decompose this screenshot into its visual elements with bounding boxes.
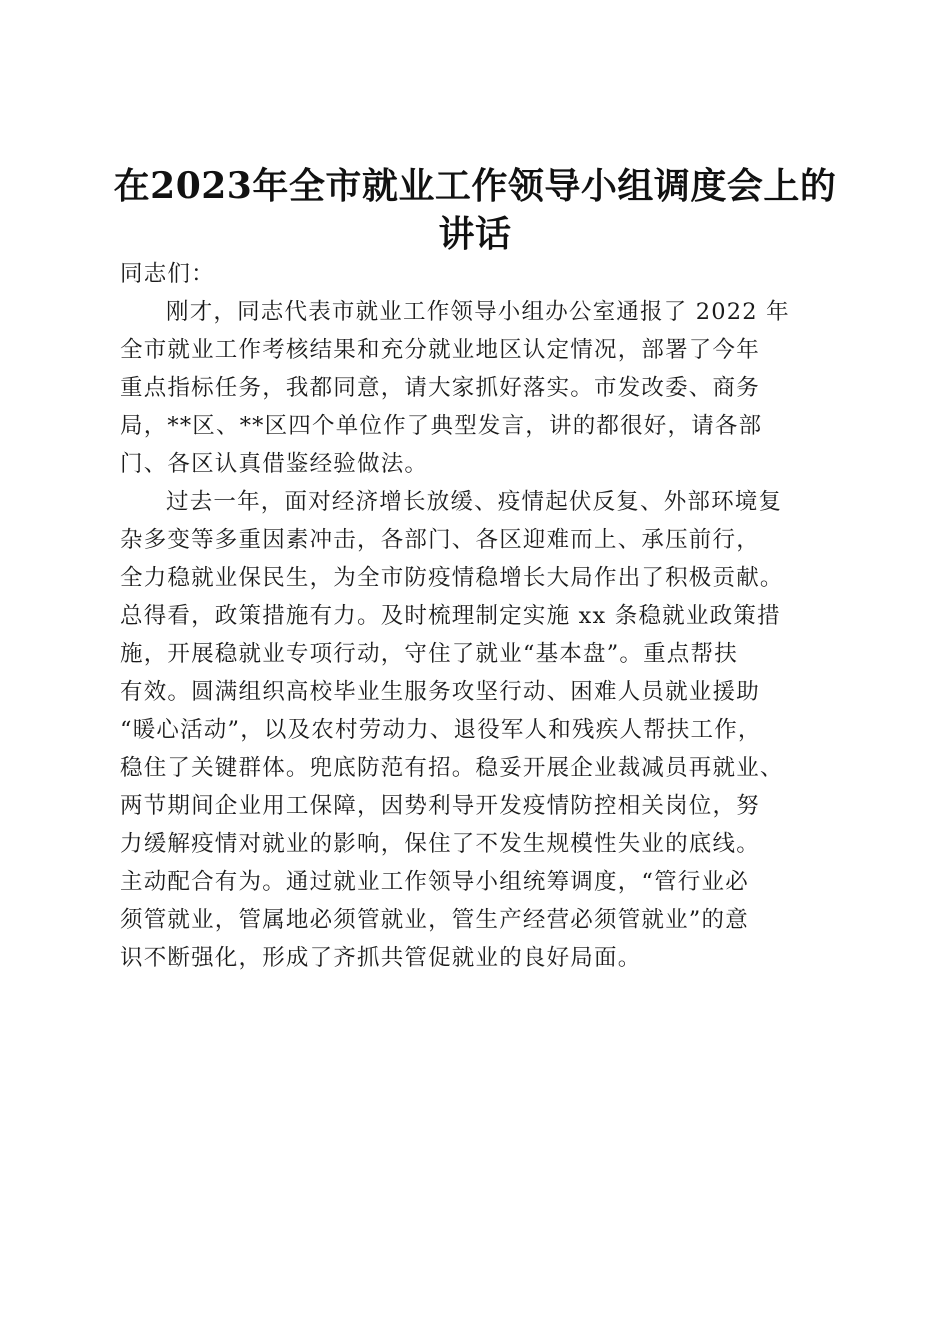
text-line: 全力稳就业保民生，为全市防疫情稳增长大局作出了积极贡献。 [120,565,784,591]
text-line: 两节期间企业用工保障，因势利导开发疫情防控相关岗位，努 [120,793,760,819]
text-line: 力缓解疫情对就业的影响，保住了不发生规模性失业的底线。 [120,831,760,857]
text-line: 过去一年，面对经济增长放缓、疫情起伏反复、外部环境复 [166,489,783,515]
title-line: 在2023年全市就业工作领导小组调度会上的 [113,165,837,208]
text-line: 主动配合有为。通过就业工作领导小组统筹调度，“管行业必 [120,869,749,895]
text-line: 杂多变等多重因素冲击，各部门、各区迎难而上、承压前行， [120,527,760,553]
text-line: 总得看，政策措施有力。及时梳理制定实施 xx 条稳就业政策措 [120,603,781,629]
text-line: 有效。圆满组织高校毕业生服务攻坚行动、困难人员就业援助 [120,679,760,705]
text-line: 局，**区、**区四个单位作了典型发言，讲的都很好，请各部 [120,413,763,439]
text-line: 稳住了关键群体。兜底防范有招。稳妥开展企业裁减员再就业、 [120,755,784,781]
text-line: 刚才，同志代表市就业工作领导小组办公室通报了 2022 年 [166,299,790,325]
text-line: 重点指标任务，我都同意，请大家抓好落实。市发改委、商务 [120,375,760,401]
text-line: 全市就业工作考核结果和充分就业地区认定情况，部署了今年 [120,337,760,363]
text-line: 识不断强化，形成了齐抓共管促就业的良好局面。 [120,945,642,971]
document-title [110,162,840,258]
paragraph-review [120,483,832,977]
text-line: 门、各区认真借鉴经验做法。 [120,451,429,477]
paragraph-opening [120,293,832,483]
text-line: “暖心活动”，以及农村劳动力、退役军人和残疾人帮扶工作， [120,717,762,743]
salutation: 同志们： [120,261,215,287]
text-line: 施，开展稳就业专项行动，守住了就业“基本盘”。重点帮扶 [120,641,738,667]
text-line: 须管就业，管属地必须管就业，管生产经营必须管就业”的意 [120,907,749,933]
document-body [120,255,832,977]
title-line: 讲话 [438,213,512,256]
